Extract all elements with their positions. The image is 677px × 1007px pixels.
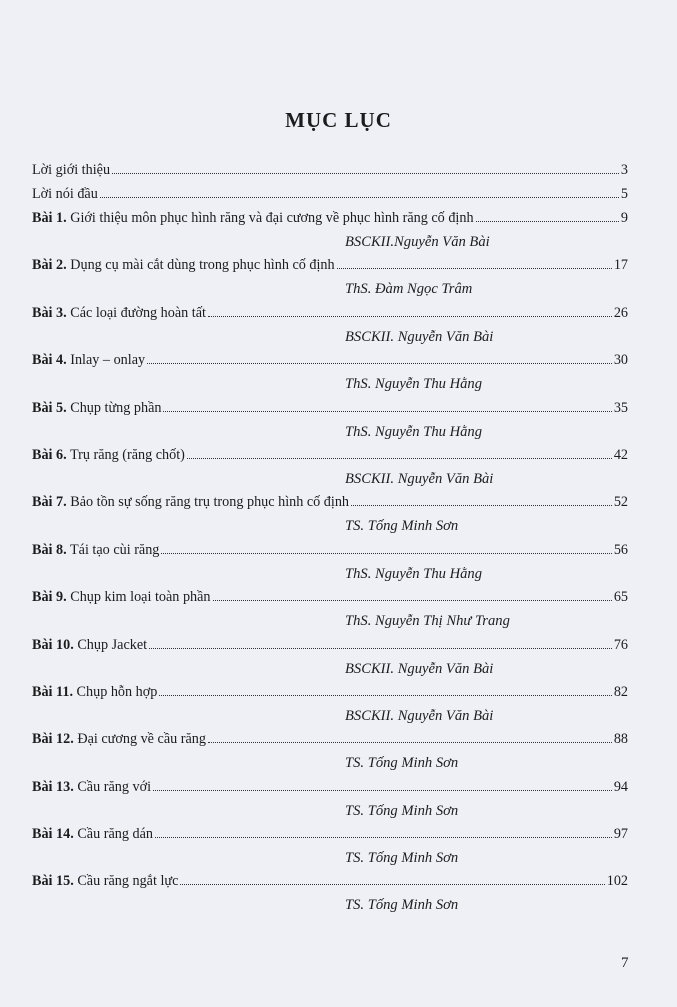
page-title: MỤC LỤC [285, 108, 392, 132]
toc-page-number: 97 [613, 826, 628, 843]
toc-row-lesson[interactable] [32, 210, 628, 234]
toc-entry-label [32, 779, 151, 796]
lesson-author: ThS. Nguyễn Thu Hằng [345, 423, 483, 440]
toc-page-number: 17 [613, 257, 628, 274]
toc-page-number: 56 [613, 541, 628, 558]
toc-entry-label [32, 542, 159, 559]
lesson-title: Giới thiệu môn phục hình răng và đại cương về phục hình răng cố định [70, 210, 474, 226]
lesson-author: TS. Tống Minh Sơn [345, 802, 459, 819]
toc-row-lesson[interactable] [32, 257, 628, 281]
dot-leader [153, 790, 612, 791]
dot-leader [149, 648, 612, 649]
toc-entry-label [32, 447, 185, 464]
lesson-author: BSCKII.Nguyễn Văn Bài [345, 234, 490, 250]
dot-leader [161, 553, 611, 554]
lesson-author: TS. Tống Minh Sơn [345, 850, 459, 867]
lesson-title: Cầu răng ngắt lực [77, 873, 179, 890]
dot-leader [208, 742, 612, 743]
toc-page-number: 88 [613, 731, 628, 748]
dot-leader [100, 197, 619, 198]
lesson-number: Bài 7. [32, 494, 67, 511]
toc-page-number: 52 [613, 494, 628, 511]
lesson-title: Chụp kim loại toàn phần [70, 589, 211, 606]
lesson-number: Bài 10. [32, 636, 74, 653]
toc-page-number: 30 [613, 352, 628, 369]
toc-row-lesson[interactable] [32, 731, 628, 755]
toc-page-number: 102 [606, 873, 628, 890]
toc-entry-label [32, 305, 206, 322]
dot-leader [337, 268, 612, 269]
toc-entry-label: Lời nói đầu [32, 186, 98, 202]
lesson-title: Cầu răng dán [77, 826, 153, 843]
toc-row-lesson[interactable] [32, 352, 628, 376]
lesson-title: Inlay – onlay [70, 352, 146, 369]
dot-leader [476, 221, 619, 222]
toc-page-number: 94 [613, 778, 628, 795]
lesson-title: Chụp hỗn hợp [76, 683, 158, 700]
toc-row-lesson[interactable] [32, 826, 628, 850]
lesson-number: Bài 8. [32, 541, 67, 558]
dot-leader [180, 884, 604, 885]
toc-entry-label [32, 826, 153, 843]
toc-page-number: 5 [620, 186, 628, 202]
toc-page-number: 9 [620, 210, 628, 226]
lesson-author: BSCKII. Nguyễn Văn Bài [345, 470, 494, 487]
lesson-title: Trụ răng (răng chốt) [69, 446, 185, 463]
toc-row-lesson[interactable] [32, 542, 628, 566]
toc-row-lesson[interactable] [32, 684, 628, 708]
dot-leader [112, 173, 619, 174]
lesson-author: TS. Tống Minh Sơn [345, 755, 459, 772]
dot-leader [147, 363, 612, 364]
toc-page-number: 35 [613, 399, 628, 416]
lesson-number: Bài 11. [32, 683, 73, 700]
lesson-title: Chụp Jacket [77, 636, 148, 653]
toc-page-number: 82 [613, 683, 628, 700]
lesson-title: Các loại đường hoàn tất [70, 304, 206, 321]
toc-row-lesson[interactable] [32, 637, 628, 661]
lesson-author: TS. Tống Minh Sơn [345, 897, 459, 914]
lesson-author: ThS. Nguyễn Thị Như Trang [345, 613, 510, 630]
lesson-number: Bài 3. [32, 304, 67, 321]
toc-entry-label [32, 684, 157, 701]
lesson-number: Bài 12. [32, 731, 74, 748]
lesson-title: Tái tạo cùi răng [69, 541, 160, 558]
toc-entry-label [32, 210, 474, 227]
lesson-number: Bài 9. [32, 589, 67, 606]
lesson-number: Bài 15. [32, 873, 74, 890]
toc-entry-label [32, 637, 147, 654]
table-of-contents [32, 162, 628, 921]
lesson-number: Bài 14. [32, 826, 74, 843]
lesson-author: ThS. Nguyễn Thu Hằng [345, 376, 483, 393]
toc-row-lesson[interactable] [32, 305, 628, 329]
toc-entry-label [32, 731, 206, 748]
dot-leader [208, 316, 612, 317]
toc-entry-label: Lời giới thiệu [32, 162, 111, 178]
dot-leader [155, 837, 612, 838]
dot-leader [213, 600, 612, 601]
toc-page-number: 26 [613, 304, 628, 321]
toc-entry-label [32, 257, 335, 274]
lesson-author: TS. Tống Minh Sơn [345, 518, 459, 535]
lesson-author: ThS. Nguyễn Thu Hằng [345, 565, 483, 582]
lesson-number: Bài 13. [32, 778, 74, 795]
lesson-title: Dụng cụ mài cắt dùng trong phục hình cố định [70, 257, 335, 274]
toc-page-number: 65 [613, 589, 628, 606]
toc-page-number: 42 [613, 446, 628, 463]
lesson-author: BSCKII. Nguyễn Văn Bài [345, 707, 494, 724]
lesson-title: Đại cương về cầu răng [77, 731, 206, 748]
toc-row-lesson[interactable] [32, 400, 628, 424]
footer-page-number: 7 [621, 955, 629, 971]
toc-row-front[interactable] [32, 162, 628, 186]
toc-entry-label [32, 589, 211, 606]
toc-row-lesson[interactable] [32, 589, 628, 613]
lesson-author: BSCKII. Nguyễn Văn Bài [345, 328, 494, 345]
dot-leader [159, 695, 611, 696]
toc-row-lesson[interactable] [32, 494, 628, 518]
lesson-number: Bài 5. [32, 399, 67, 416]
lesson-number: Bài 4. [32, 352, 67, 369]
lesson-title: Cầu răng với [77, 778, 152, 795]
toc-page-number: 3 [620, 162, 628, 178]
lesson-author: BSCKII. Nguyễn Văn Bài [345, 660, 494, 677]
toc-row-front[interactable] [32, 186, 628, 210]
toc-row-lesson[interactable] [32, 873, 628, 897]
lesson-number: Bài 6. [32, 446, 67, 463]
lesson-title: Bảo tồn sự sống răng trụ trong phục hình cố định [70, 494, 350, 511]
lesson-number: Bài 1. [32, 210, 67, 226]
lesson-title: Chụp từng phần [70, 399, 162, 416]
toc-entry-label [32, 873, 178, 890]
toc-page-number: 76 [613, 636, 628, 653]
dot-leader [163, 411, 611, 412]
toc-entry-label [32, 352, 145, 369]
lesson-number: Bài 2. [32, 257, 67, 274]
lesson-list [32, 210, 628, 921]
toc-entry-label [32, 400, 161, 417]
lesson-author: ThS. Đàm Ngọc Trâm [345, 281, 473, 298]
toc-row-lesson[interactable] [32, 447, 628, 471]
toc-row-lesson[interactable] [32, 779, 628, 803]
dot-leader [351, 505, 612, 506]
toc-entry-label [32, 494, 349, 511]
dot-leader [187, 458, 612, 459]
